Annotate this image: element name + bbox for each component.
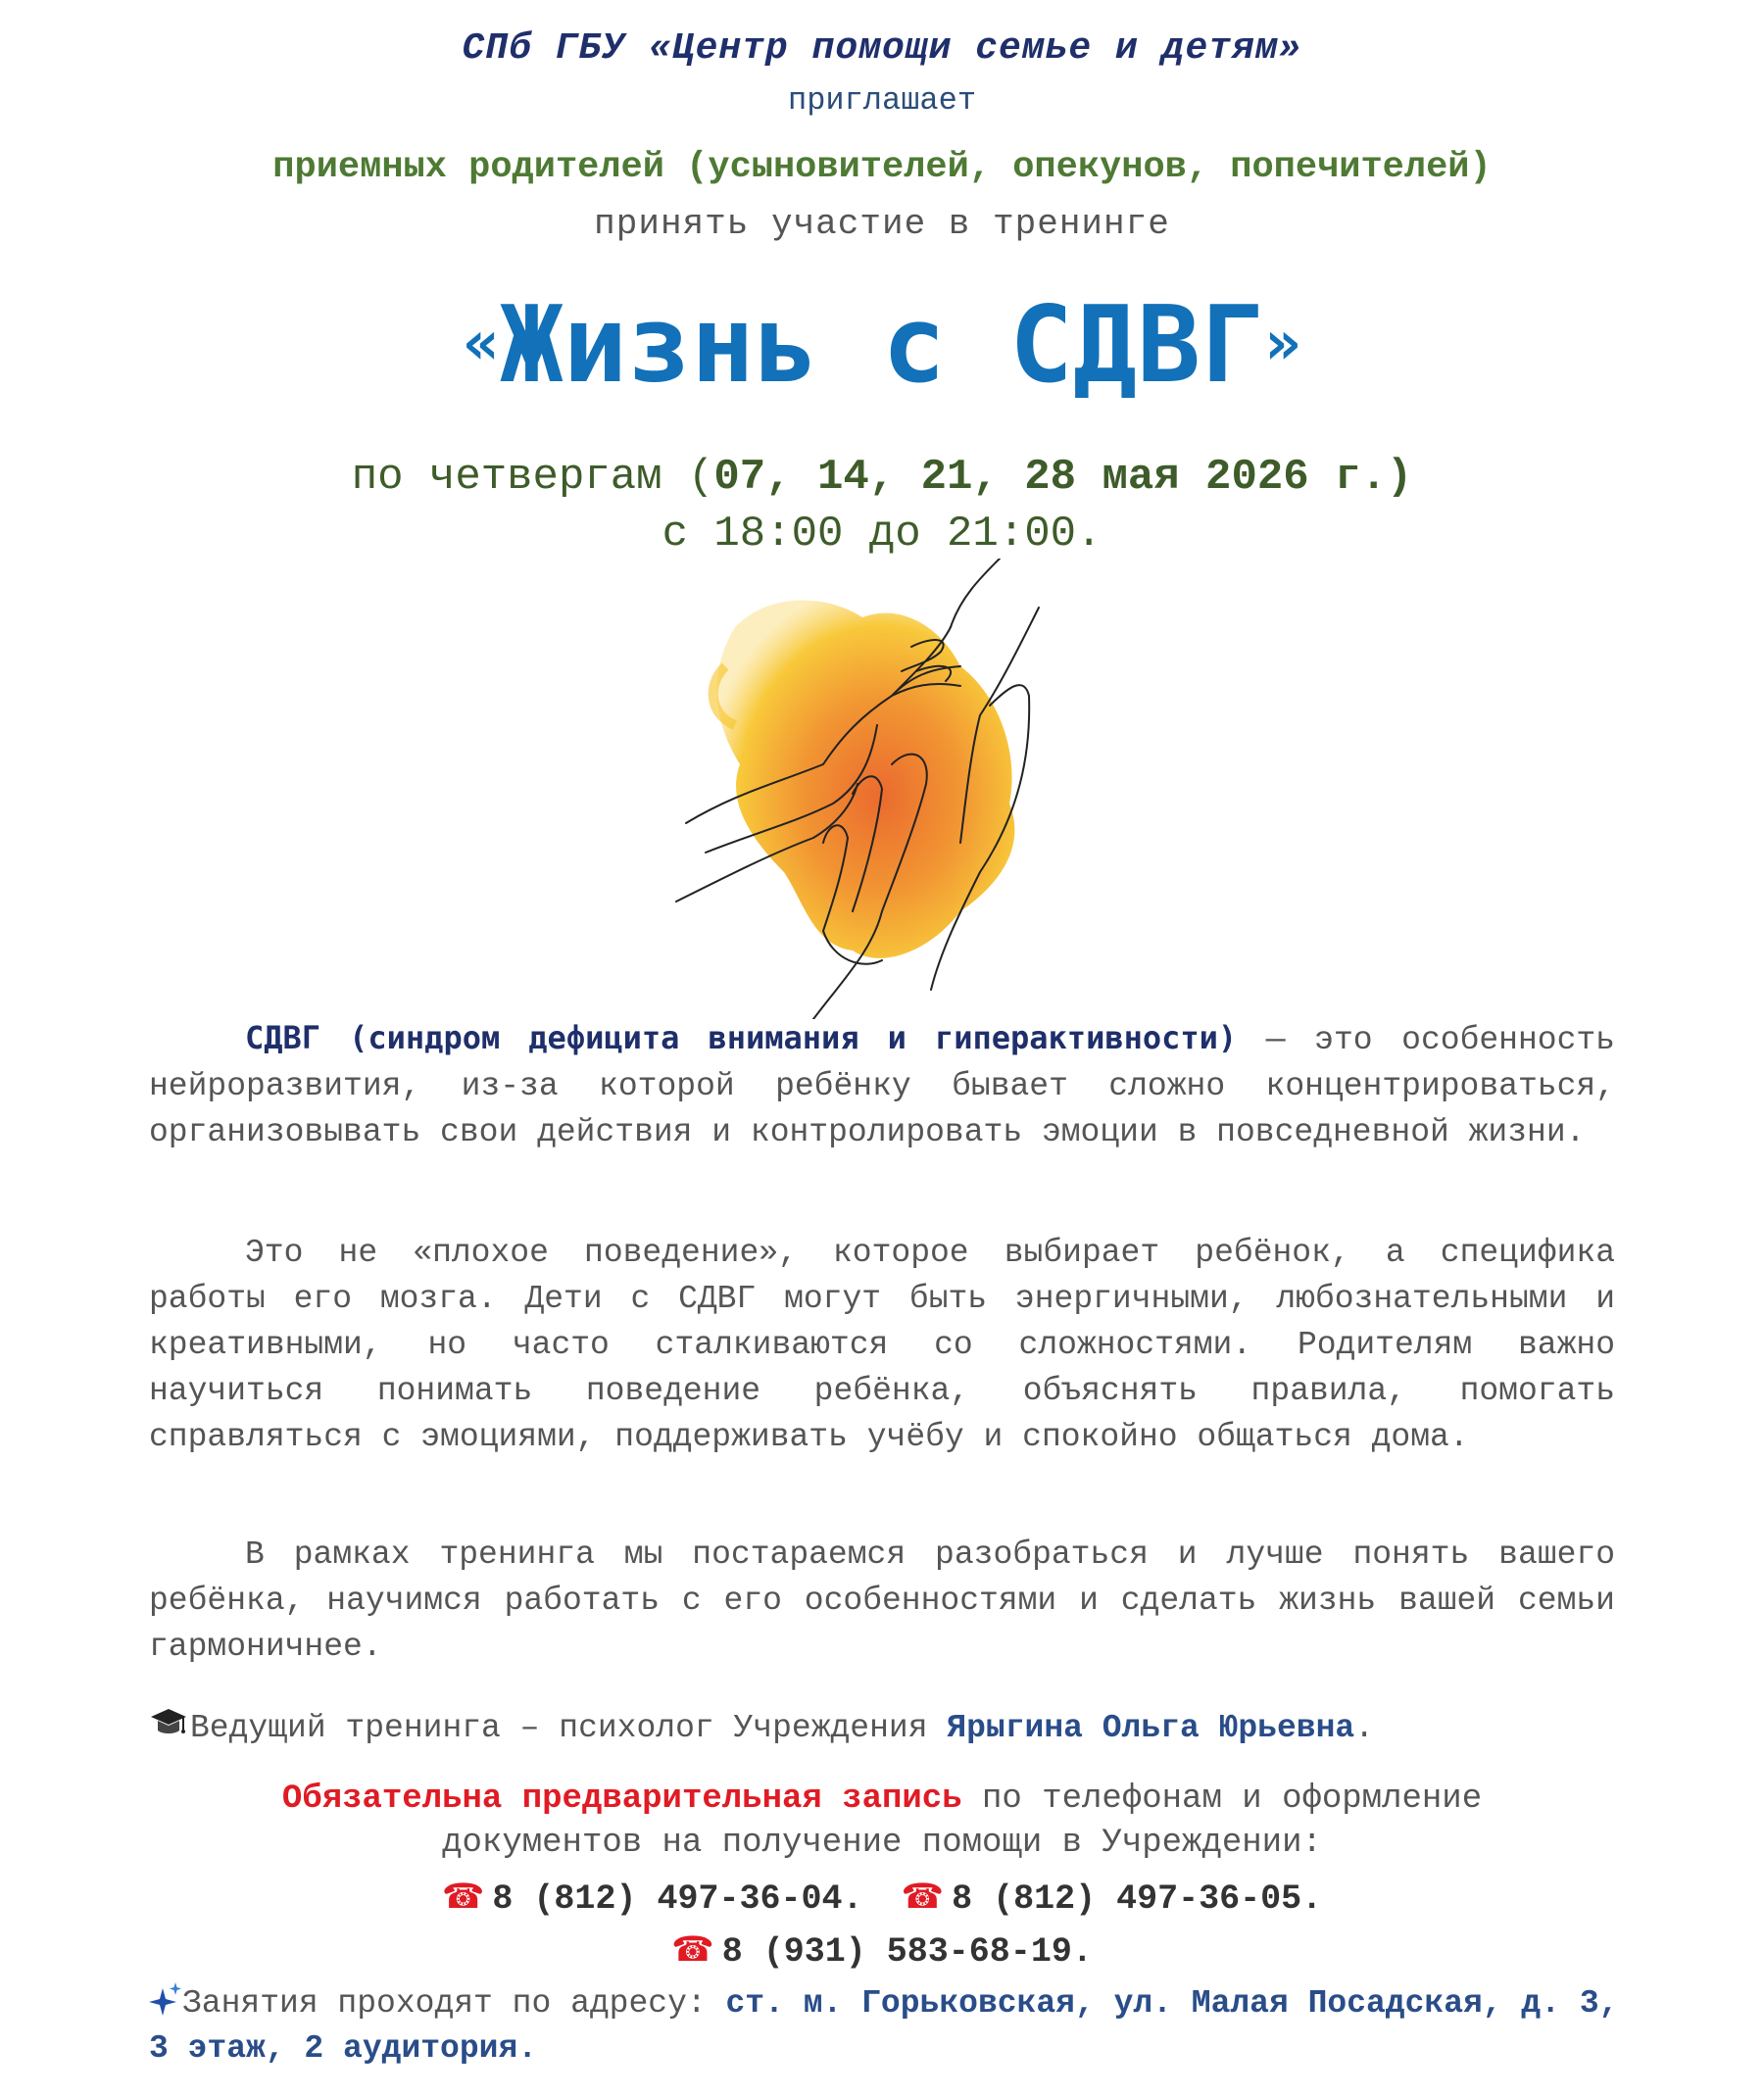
- schedule-dates: [0, 453, 1764, 502]
- paragraph-behavior: Это не «плохое поведение», которое выбирает ребёнок, а специфика работы его мозга. Дети с СДВГ могут быть энергичными, любознательными и креативными, но часто сталкиваются со сложностями. Родителям важно научиться понимать поведение ребёнка, объяснять правила, помогать справляться с эмоциями, поддерживать учёбу и спокойно общаться дома.: [149, 1235, 1615, 1455]
- audience-text: приемных родителей (усыновителей, опекунов, попечителей): [272, 147, 1492, 188]
- sparkles-icon: [149, 1982, 182, 2016]
- paragraph-definition: [149, 1015, 1615, 1155]
- trainer-line: [149, 1707, 1717, 1746]
- phone-number[interactable]: 8 (812) 497-36-04.: [492, 1879, 863, 1919]
- phone-number[interactable]: 8 (812) 497-36-05.: [952, 1879, 1323, 1919]
- paragraph-training-goal: В рамках тренинга мы постараемся разобраться и лучше понять вашего ребёнка, научимся работать с его особенностями и сделать жизнь вашей семьи гармоничнее.: [149, 1536, 1615, 1665]
- participate-text: принять участие в тренинге: [594, 204, 1170, 244]
- trainer-end: .: [1354, 1710, 1375, 1746]
- organization-name: СПб ГБУ «Центр помощи семье и детям»: [462, 27, 1302, 70]
- paragraph-definition-rest: — это особенность нейроразвития, из-за которой ребёнку бывает сложно концентрироваться, организовывать свои действия и контролировать эмоции в повседневной жизни.: [149, 1022, 1615, 1150]
- adhd-definition: СДВГ (синдром дефицита внимания и гиперактивности): [245, 1019, 1238, 1056]
- address-line: [149, 1981, 1619, 2072]
- hands-watercolor-icon: [666, 559, 1098, 1019]
- title-open-quote: «: [463, 307, 500, 378]
- schedule-time: с 18:00 до 21:00.: [662, 510, 1102, 559]
- trainer-label: Ведущий тренинга – психолог Учреждения: [190, 1710, 948, 1746]
- registration-line: [0, 1780, 1764, 1818]
- schedule-prefix: по четвергам (: [351, 453, 714, 502]
- registration-rest: по телефонам и оформление: [961, 1780, 1483, 1818]
- phone-icon: ☎: [441, 1878, 485, 1917]
- trainer-name: Ярыгина Ольга Юрьевна: [947, 1710, 1355, 1746]
- phone-list: [0, 1878, 1764, 1919]
- training-title: [0, 284, 1764, 407]
- graduation-cap-icon: [149, 1707, 188, 1740]
- address-value: ст. м. Горьковская, ул. Малая Посадская, д. 3, 3 этаж, 2 аудитория.: [149, 1985, 1619, 2067]
- registration-line-2: документов на получение помощи в Учреждении:: [442, 1825, 1322, 1862]
- invites-text: приглашает: [787, 82, 977, 119]
- phone-icon: ☎: [901, 1878, 945, 1917]
- address-label: Занятия проходят по адресу:: [182, 1985, 726, 2022]
- phone-number[interactable]: 8 (931) 583-68-19.: [721, 1932, 1093, 1972]
- schedule-dates-bold: 07, 14, 21, 28 мая 2026 г.): [713, 453, 1413, 502]
- title-close-quote: »: [1264, 307, 1301, 378]
- title-text: Жизнь с СДВГ: [499, 284, 1265, 407]
- phone-list: [0, 1930, 1764, 1972]
- phone-icon: ☎: [671, 1930, 714, 1970]
- registration-required: Обязательна предварительная запись: [281, 1780, 962, 1818]
